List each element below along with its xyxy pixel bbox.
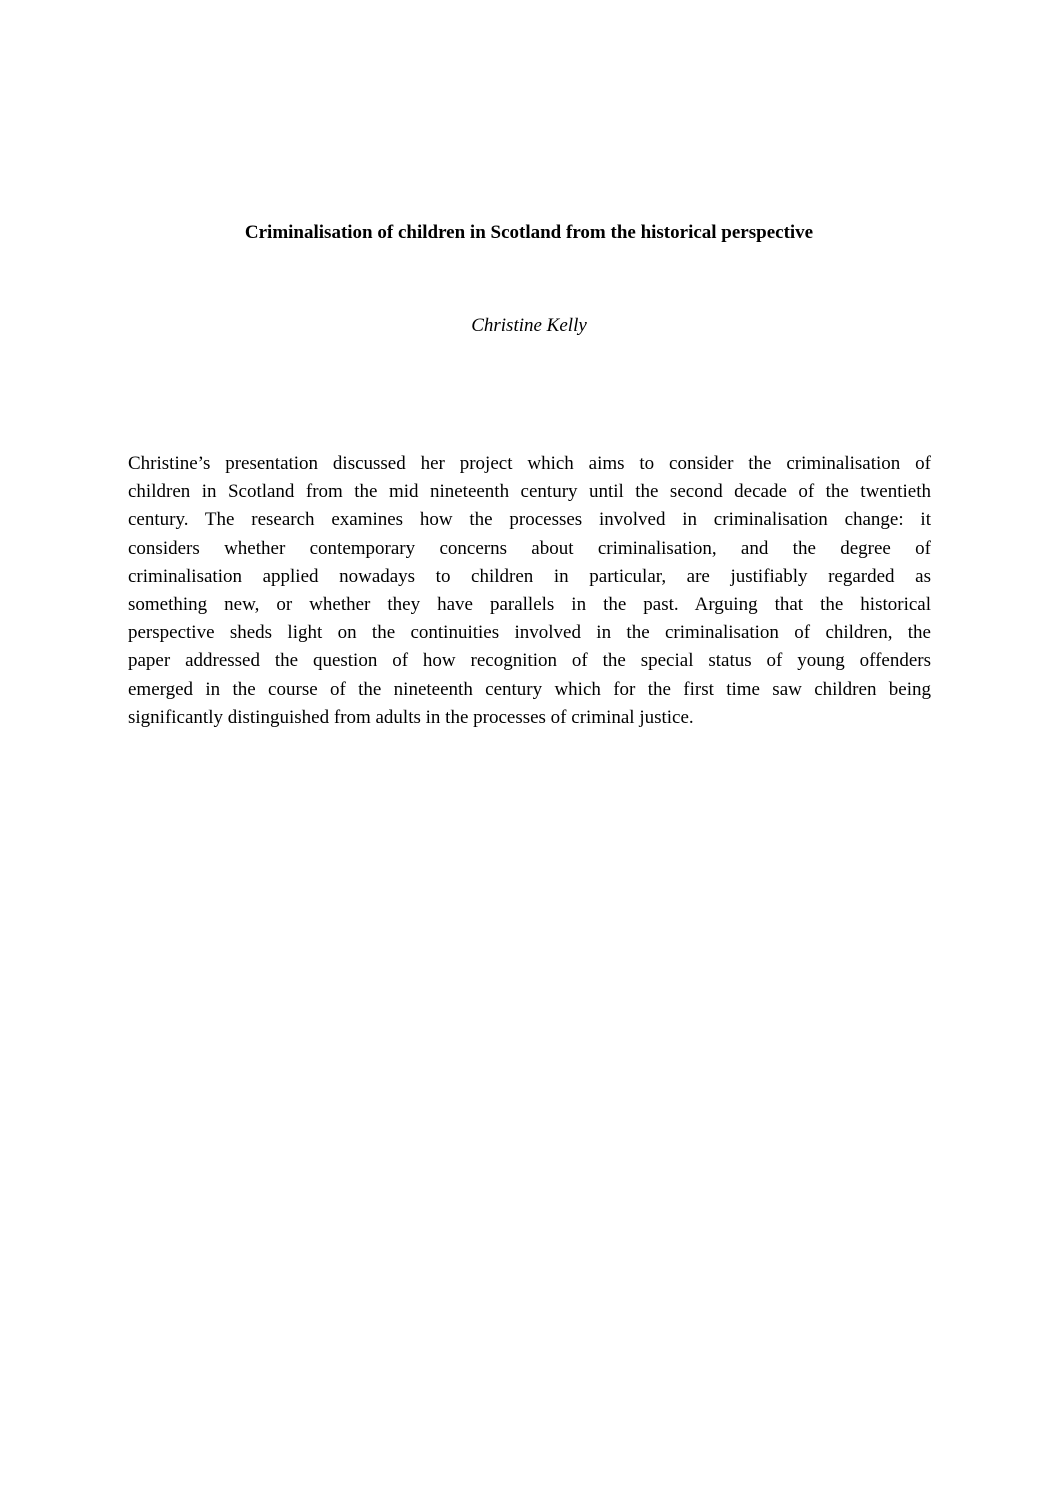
- abstract-line: emerged in the course of the nineteenth century which for the first time saw children being: [128, 678, 931, 700]
- abstract-line: paper addressed the question of how recognition of the special status of young offenders: [128, 650, 931, 672]
- abstract-line: children in Scotland from the mid nineteenth century until the second decade of the twentieth: [128, 481, 931, 503]
- author-name: Christine Kelly: [471, 315, 587, 336]
- abstract-line: criminalisation applied nowadays to children in particular, are justifiably regarded as: [128, 565, 931, 587]
- abstract-line: something new, or whether they have parallels in the past. Arguing that the historical: [128, 594, 931, 616]
- abstract-line: perspective sheds light on the continuities involved in the criminalisation of children, the: [128, 622, 931, 644]
- abstract-line: century. The research examines how the processes involved in criminalisation change: it: [128, 509, 931, 531]
- abstract-line: considers whether contemporary concerns about criminalisation, and the degree of: [128, 537, 931, 559]
- abstract-line: Christine’s presentation discussed her project which aims to consider the criminalisation of: [128, 453, 931, 474]
- document-title: Criminalisation of children in Scotland from the historical perspective: [244, 222, 814, 243]
- abstract-paragraph: [128, 450, 931, 732]
- abstract-line: significantly distinguished from adults in the processes of criminal justice.: [128, 706, 694, 728]
